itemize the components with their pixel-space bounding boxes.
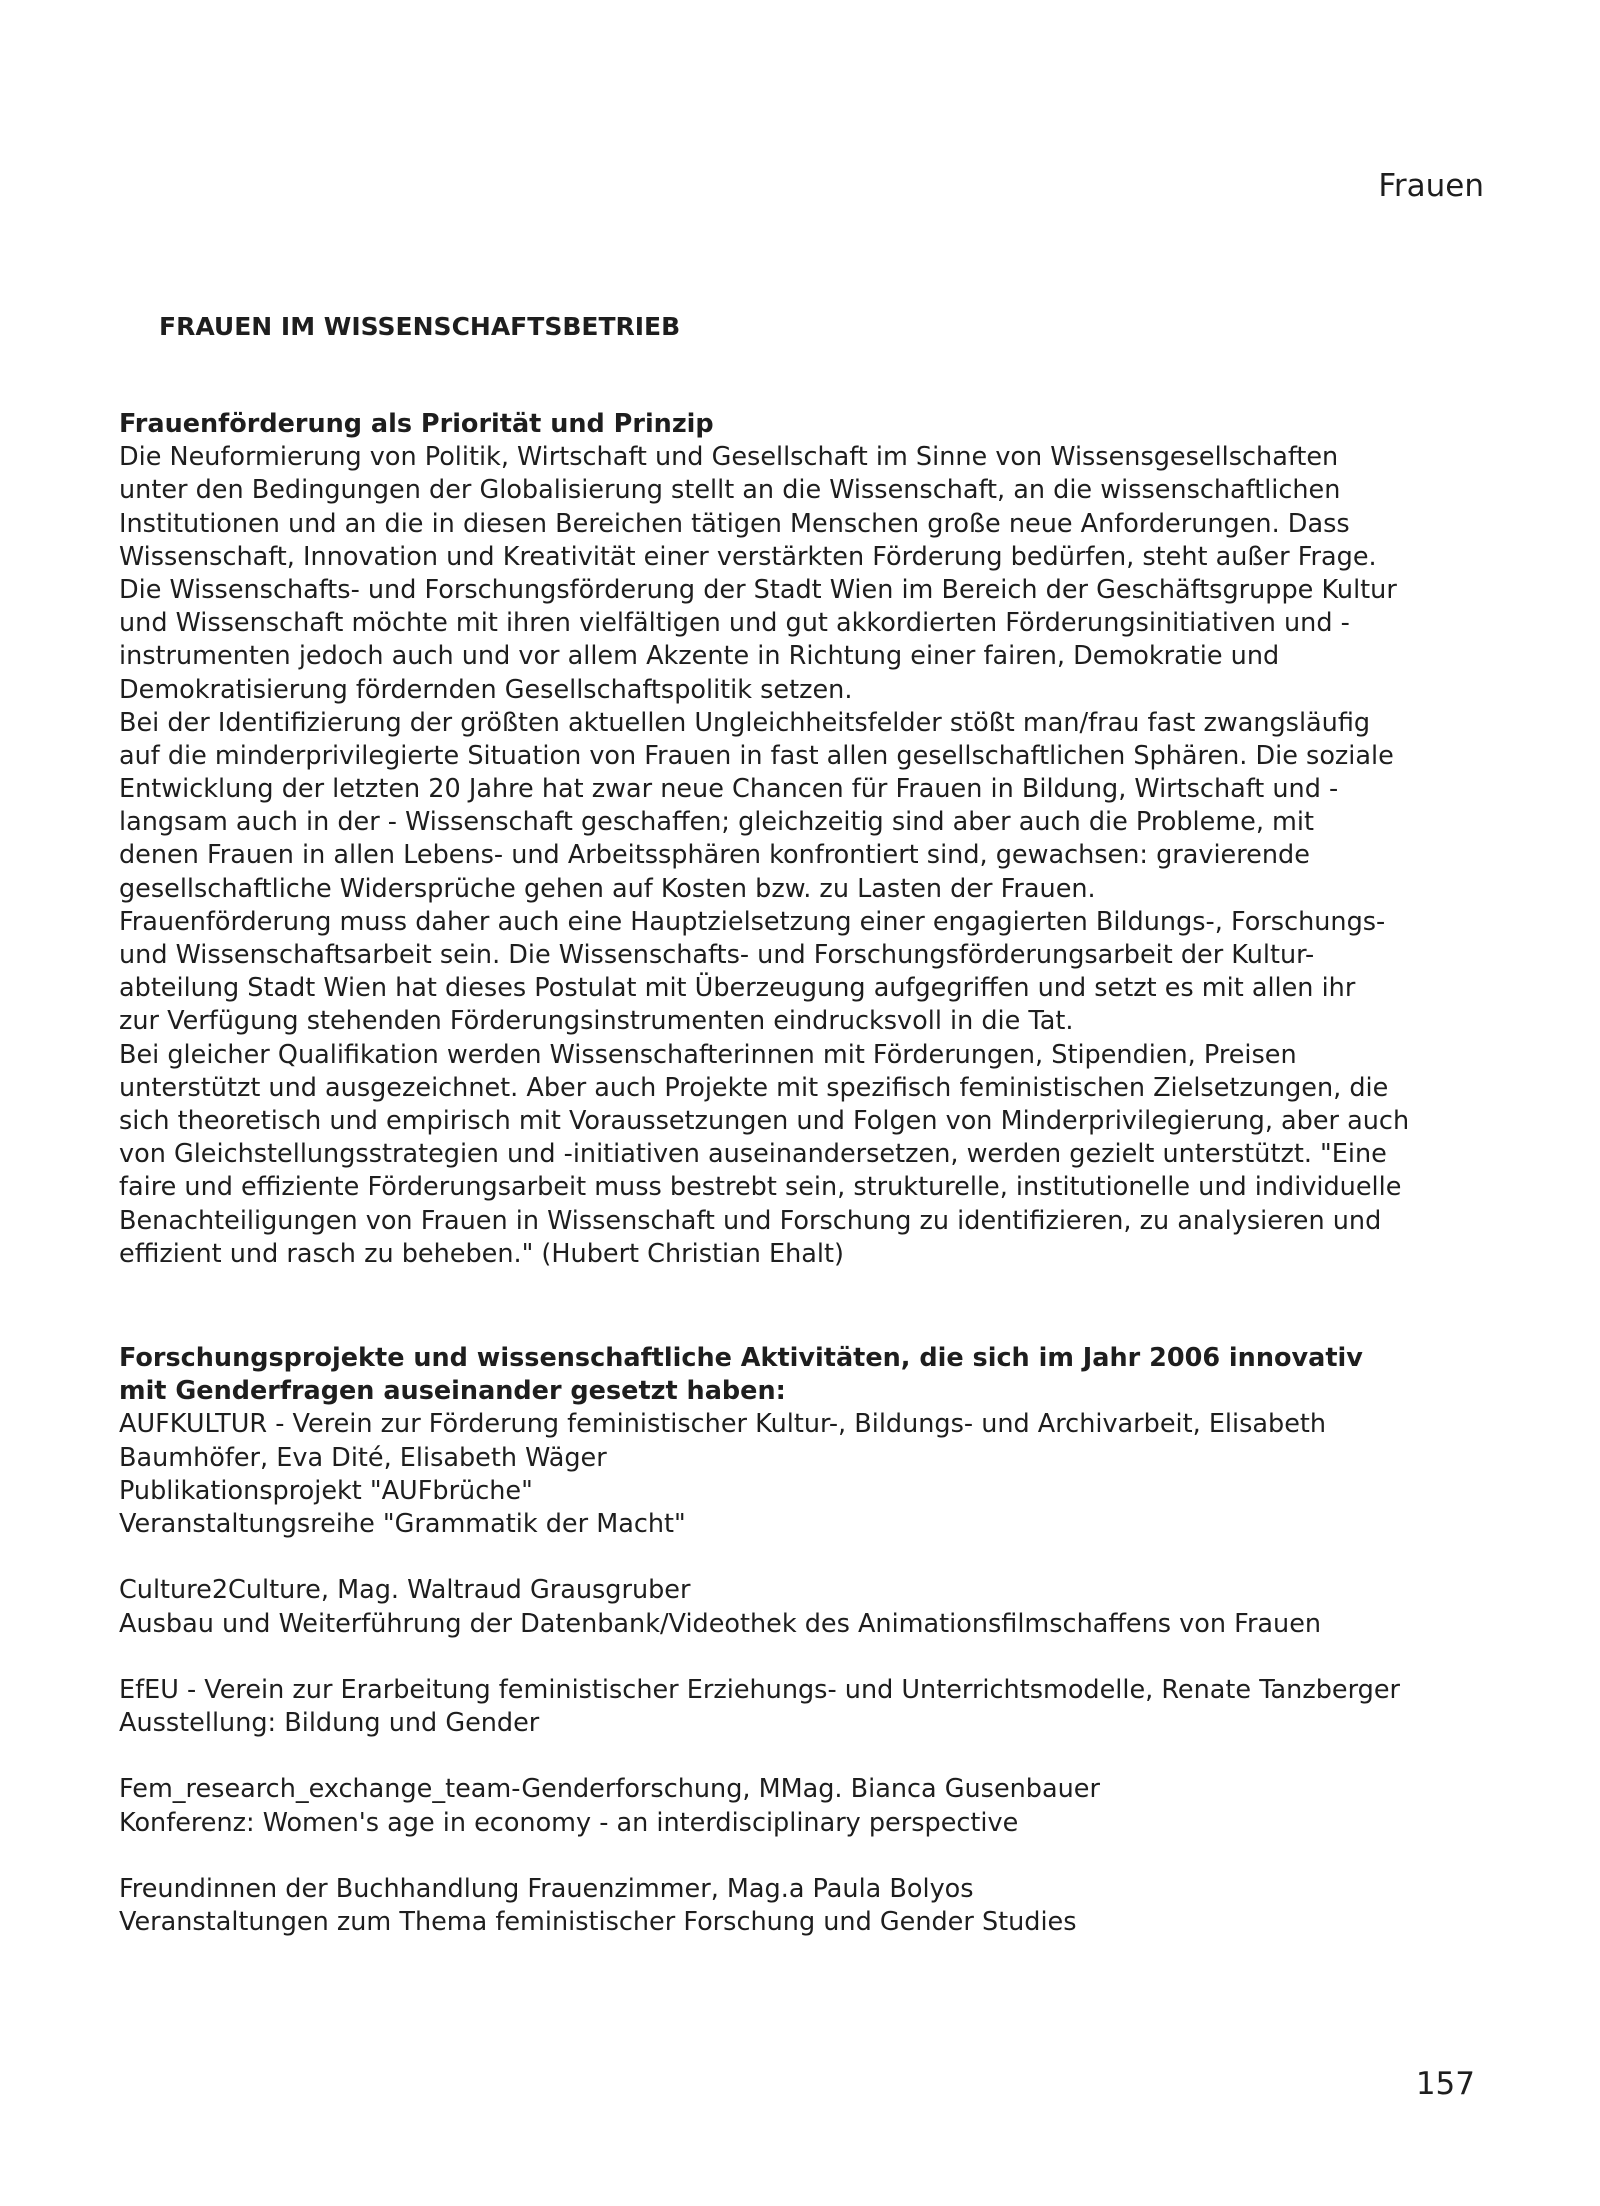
paragraph-line: instrumenten jedoch auch und vor allem Akzente in Richtung einer fairen, Demokratie und [119,641,1280,672]
page-title: FRAUEN IM WISSENSCHAFTSBETRIEB [159,312,681,341]
project-entry-line: Baumhöfer, Eva Dité, Elisabeth Wäger [119,1442,607,1473]
section-heading: Forschungsprojekte und wissenschaftliche Aktivitäten, die sich im Jahr 2006 innovativ [119,1343,1363,1373]
blank-line [119,1840,1400,1873]
paragraph-line: Wissenschaft, Innovation und Kreativität einer verstärkten Förderung bedürfen, steht außer Frage. [119,541,1377,572]
paragraph-line: Institutionen und an die in diesen Bereichen tätigen Menschen große neue Anforderungen. Dass [119,508,1350,539]
paragraph-line: abteilung Stadt Wien hat dieses Postulat mit Überzeugung aufgegriffen und setzt es mit allen ihr [119,973,1356,1004]
project-entry-line: Freundinnen der Buchhandlung Frauenzimmer, Mag.a Paula Bolyos [119,1874,974,1904]
project-entry-line: Veranstaltungsreihe "Grammatik der Macht" [119,1508,686,1539]
blank-line [119,1541,1400,1574]
project-entry-line: Ausstellung: Bildung und Gender [119,1708,540,1739]
paragraph-line: denen Frauen in allen Lebens- und Arbeitssphären konfrontiert sind, gewachsen: gravierende [119,840,1310,871]
paragraph-line: Die Neuformierung von Politik, Wirtschaft und Gesellschaft im Sinne von Wissensgesellschaften [119,442,1339,473]
project-entry-line: Fem_research_exchange_team-Genderforschung, MMag. Bianca Gusenbauer [119,1774,1100,1805]
paragraph-line: von Gleichstellungsstrategien und -initiativen auseinandersetzen, werden gezielt unterstützt. "Eine [119,1139,1387,1170]
section-heading: Frauenförderung als Priorität und Prinzip [119,409,714,439]
paragraph-line: Bei gleicher Qualifikation werden Wissenschafterinnen mit Förderungen, Stipendien, Preisen [119,1039,1297,1070]
section-heading: mit Genderfragen auseinander gesetzt haben: [119,1376,786,1407]
paragraph-line: und Wissenschaftsarbeit sein. Die Wissenschafts- und Forschungsförderungsarbeit der Kultur- [119,940,1315,970]
project-entry-line: AUFKULTUR - Verein zur Förderung feministischer Kultur-, Bildungs- und Archivarbeit, Elisabeth [119,1409,1327,1440]
paragraph-line: gesellschaftliche Widersprüche gehen auf Kosten bzw. zu Lasten der Frauen. [119,873,1096,904]
paragraph-line: Entwicklung der letzten 20 Jahre hat zwar neue Chancen für Frauen in Bildung, Wirtschaft und - [119,774,1339,805]
blank-line [119,1740,1400,1773]
paragraph-line: unterstützt und ausgezeichnet. Aber auch Projekte mit spezifisch feministischen Zielsetzungen, die [119,1072,1389,1103]
project-entry-line: Culture2Culture, Mag. Waltraud Grausgruber [119,1575,691,1606]
project-entry-line: Publikationsprojekt "AUFbrüche" [119,1475,533,1506]
project-entry-line: EfEU - Verein zur Erarbeitung feministischer Erziehungs- und Unterrichtsmodelle, Renate Tanzberger [119,1674,1401,1705]
paragraph-line: Demokratisierung fördernden Gesellschaftspolitik setzen. [119,674,853,705]
running-header: Frauen [1378,168,1484,204]
paragraph-line: faire und effiziente Förderungsarbeit muss bestrebt sein, strukturelle, institutionelle und individuelle [119,1172,1402,1203]
paragraph-line: Die Wissenschafts- und Forschungsförderung der Stadt Wien im Bereich der Geschäftsgruppe Kultur [119,574,1397,605]
paragraph-line: effizient und rasch zu beheben." (Hubert Christian Ehalt) [119,1238,844,1269]
paragraph-line: langsam auch in der - Wissenschaft geschaffen; gleichzeitig sind aber auch die Probleme, mit [119,807,1314,838]
paragraph-line: und Wissenschaft möchte mit ihren vielfältigen und gut akkordierten Förderungsinitiativen und - [119,608,1350,639]
project-entry-line: Veranstaltungen zum Thema feministischer Forschung und Gender Studies [119,1907,1077,1938]
paragraph-line: Benachteiligungen von Frauen in Wissenschaft und Forschung zu identifizieren, zu analysieren und [119,1205,1382,1236]
paragraph-line: auf die minderprivilegierte Situation von Frauen in fast allen gesellschaftlichen Sphären. Die soziale [119,740,1394,771]
project-entry-line: Ausbau und Weiterführung der Datenbank/Videothek des Animationsfilmschaffens von Frauen [119,1608,1322,1639]
paragraph-line: Bei der Identifizierung der größten aktuellen Ungleichheitsfelder stößt man/frau fast zwangsläufig [119,707,1371,738]
paragraph-line: zur Verfügung stehenden Förderungsinstrumenten eindrucksvoll in die Tat. [119,1006,1074,1037]
blank-line [119,1641,1400,1674]
project-entry-line: Konferenz: Women's age in economy - an interdisciplinary perspective [119,1807,1019,1838]
paragraph-line: unter den Bedingungen der Globalisierung stellt an die Wissenschaft, an die wissenschaftlichen [119,475,1341,506]
paragraph-line: sich theoretisch und empirisch mit Voraussetzungen und Folgen von Minderprivilegierung, aber auch [119,1105,1410,1136]
page-number: 157 [1415,2066,1475,2102]
section-frauenfoerderung [119,408,1409,1271]
paragraph-line: Frauenförderung muss daher auch eine Hauptzielsetzung einer engagierten Bildungs-, Forschungs- [119,906,1386,937]
section-forschungsprojekte [119,1342,1400,1939]
